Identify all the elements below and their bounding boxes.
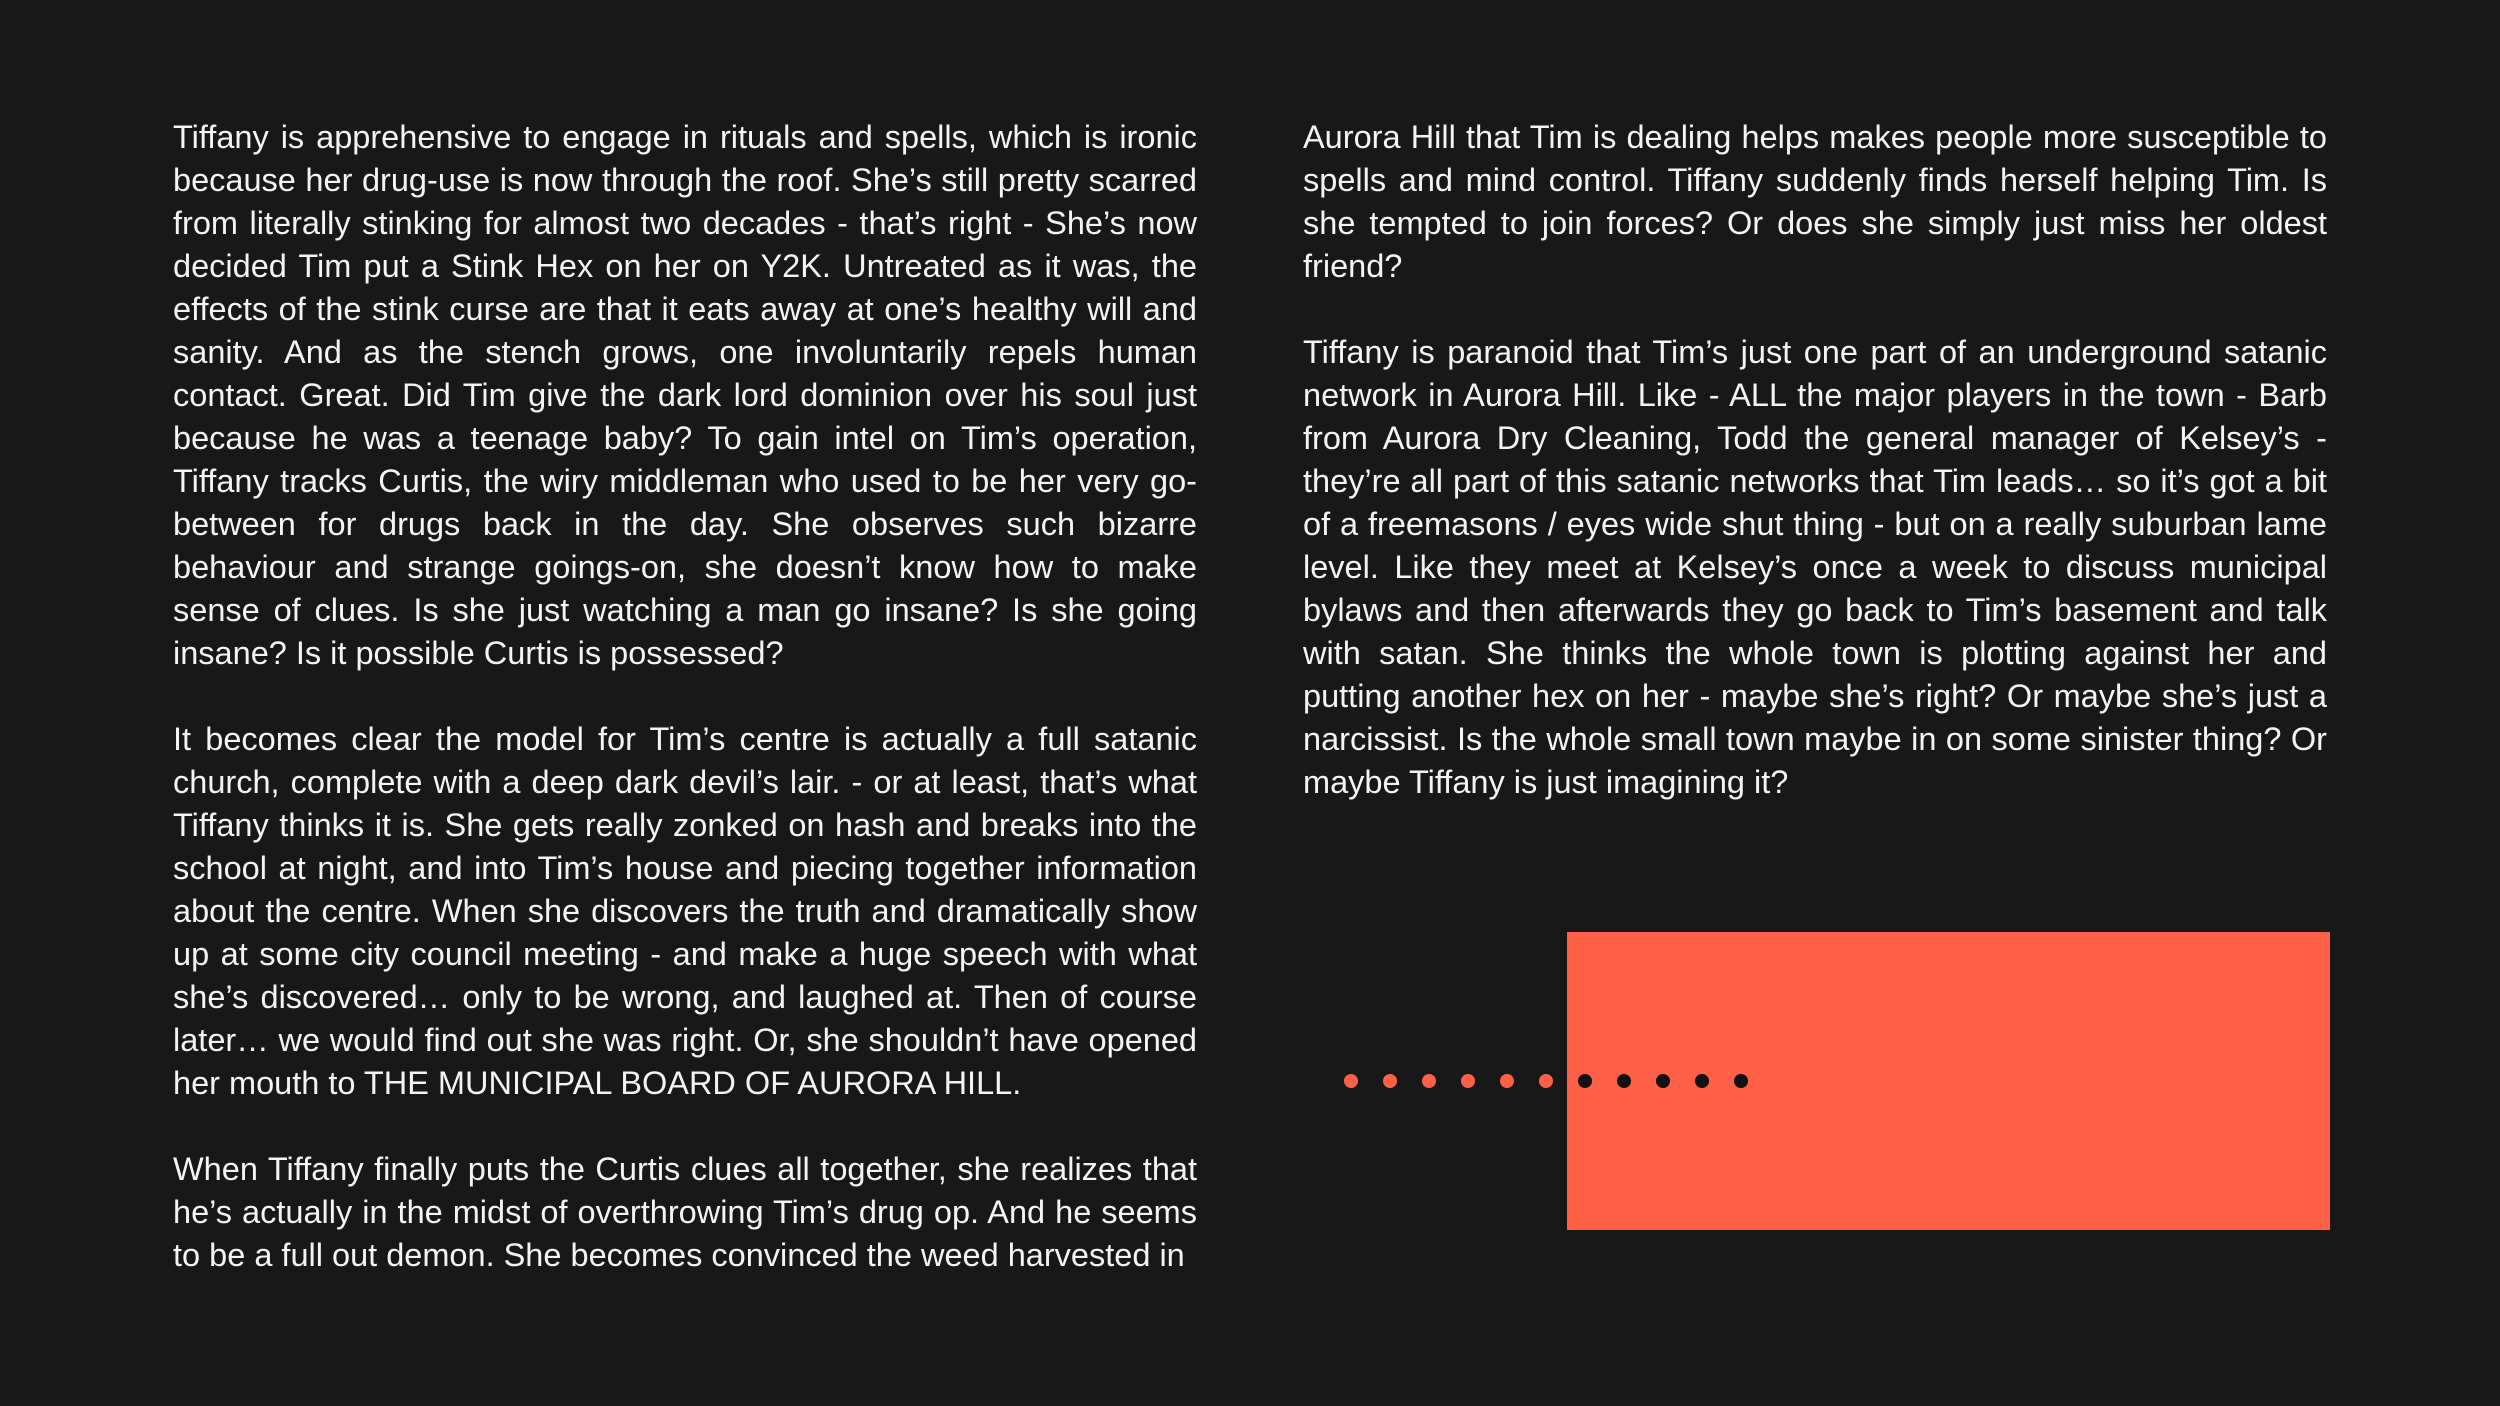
dot — [1461, 1074, 1475, 1088]
paragraph: Tiffany is apprehensive to engage in rituals and spells, which is ironic because her drug-use is now through the roof. She’s still pretty scarred from literally stinking for almost two decades - that’s right - She’s now decided Tim put a Stink Hex on her on Y2K. Untreated as it was, the effects of the stink curse are that it eats away at one’s healthy will and sanity. And as the stench grows, one involuntarily repels human contact. Great. Did Tim give the dark lord dominion over his soul just because he was a teenage baby? To gain intel on Tim’s operation, Tiffany tracks Curtis, the wiry middleman who used to be her very go-between for drugs back in the day. She observes such bizarre behaviour and strange goings-on, she doesn’t know how to make sense of clues. Is she just watching a man go insane? Is she going insane? Is it possible Curtis is possessed? — [173, 119, 1197, 671]
paragraph: Tiffany is paranoid that Tim’s just one part of an underground satanic network in Aurora Hill. Like - ALL the major players in the town - Barb from Aurora Dry Cleaning, Todd the general manager of Kelsey’s - they’re all part of this satanic networks that Tim leads… so it’s got a bit of a freemasons / eyes wide shut thing - but on a really suburban lame level. Like they meet at Kelsey’s once a week to discuss municipal bylaws and then afterwards they go back to Tim’s basement and talk with satan. She thinks the whole town is plotting against her and putting another hex on her - maybe she’s right? Or maybe she’s just a narcissist. Is the whole small town maybe in on some sinister thing? Or maybe Tiffany is just imagining it? — [1303, 334, 2327, 800]
dot — [1500, 1074, 1514, 1088]
paragraph: It becomes clear the model for Tim’s centre is actually a full satanic church, complete with a deep dark devil’s lair. - or at least, that’s what Tiffany thinks it is. She gets really zonked on hash and breaks into the school at night, and into Tim’s house and piecing together information about the centre. When she discovers the truth and dramatically show up at some city council meeting - and make a huge speech with what she’s discovered… only to be wrong, and laughed at. Then of course later… we would find out she was right. Or, she shouldn’t have opened her mouth to THE MUNICIPAL BOARD OF AURORA HILL. — [173, 721, 1197, 1101]
dot — [1539, 1074, 1553, 1088]
paragraph: When Tiffany finally puts the Curtis clues all together, she realizes that he’s actually in the midst of overthrowing Tim’s drug op. And he seems to be a full out demon. She becomes convinced the weed harvested in — [173, 1151, 1197, 1273]
dot — [1422, 1074, 1436, 1088]
accent-block — [1567, 932, 2330, 1230]
dot — [1383, 1074, 1397, 1088]
paragraph: Aurora Hill that Tim is dealing helps makes people more susceptible to spells and mind control. Tiffany suddenly finds herself helping Tim. Is she tempted to join forces? Or does she simply just miss her oldest friend? — [1303, 119, 2327, 284]
dot — [1656, 1074, 1670, 1088]
dot — [1695, 1074, 1709, 1088]
left-text-column — [173, 116, 1197, 1320]
dot — [1734, 1074, 1748, 1088]
dot — [1344, 1074, 1358, 1088]
right-text-column — [1303, 116, 2327, 847]
dot — [1578, 1074, 1592, 1088]
dot — [1617, 1074, 1631, 1088]
